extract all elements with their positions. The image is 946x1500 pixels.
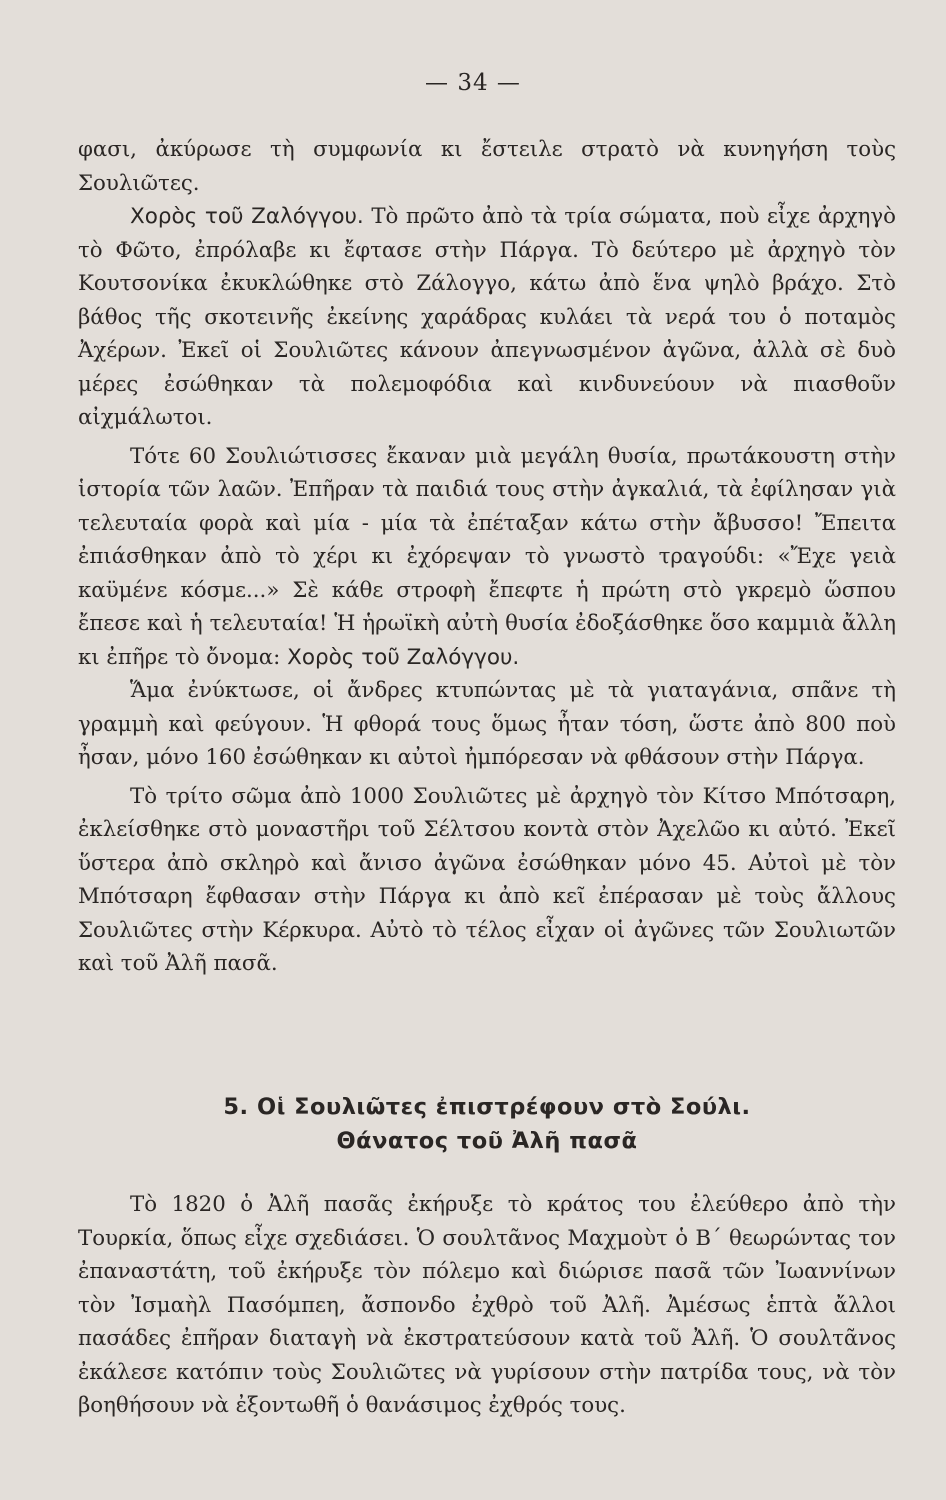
- paragraph-sacrifice: [78, 440, 896, 675]
- paragraph-sacrifice-text: Τότε 60 Σουλιώτισσες ἔκαναν μιὰ μεγάλη θυσία, πρωτάκουστη στὴν ἱστορία τῶν λαῶν. Ἐπῆραν τὰ παιδιά τους στὴν ἀγκαλιά, τὰ ἐφίλησαν γιὰ τελευταία φορὰ καὶ μία - μία τὰ ἐπέταξαν κάτω στὴν ἄβυσσο! Ἔπειτα ἐπιάσθηκαν ἀπὸ τὸ χέρι κι ἐχόρεψαν τὸ γνωστὸ τραγούδι: «Ἔχε γειὰ καϋμένε κόσμε...» Σὲ κάθε στροφὴ ἔπεφτε ἡ πρώτη στὸ γκρεμὸ ὥσπου ἔπεσε καὶ ἡ τελευταία! Ἡ ἡρωϊκὴ αὐτὴ θυσία ἐδοξάσθηκε ὅσο καμμιὰ ἄλλη κι ἐπῆρε τὸ ὄνομα:: [78, 443, 896, 670]
- section-title-line-2: Θάνατος τοῦ Ἀλῆ πασᾶ: [336, 1128, 638, 1154]
- paragraph-zalongo-heading: [78, 200, 896, 435]
- page-number: — 34 —: [425, 70, 521, 96]
- paragraph-continued: φασι, ἀκύρωσε τὴ συμφωνία κι ἔστειλε στρατὸ νὰ κυνηγήση τοὺς Σουλιῶτες.: [78, 137, 896, 196]
- main-text-block: [78, 133, 896, 981]
- inline-heading-choros-end: Χορὸς τοῦ Ζαλόγγου.: [287, 644, 520, 670]
- inline-heading-choros: Χορὸς τοῦ Ζαλόγγου.: [130, 204, 364, 229]
- section-title-line-1: 5. Οἱ Σουλιῶτες ἐπιστρέφουν στὸ Σούλι.: [223, 1094, 751, 1120]
- section-heading: [78, 1090, 896, 1158]
- paragraph-1820: Τὸ 1820 ὁ Ἀλῆ πασᾶς ἐκήρυξε τὸ κράτος του ἐλεύθερο ἀπὸ τὴν Τουρκία, ὅπως εἶχε σχεδιάσει. Ὁ σουλτᾶνος Μαχμοὺτ ὁ Β΄ θεωρώντας τον ἐπαναστάτη, τοῦ ἐκήρυξε τὸν πόλεμο καὶ διώρισε πασᾶ τῶν Ἰωαννίνων τὸν Ἰσμαὴλ Πασόμπεη, ἄσπονδο ἐχθρὸ τοῦ Ἀλῆ. Ἀμέσως ἑπτὰ ἄλλοι πασάδες ἐπῆραν διαταγὴ νὰ ἐκστρατεύσουν κατὰ τοῦ Ἀλῆ. Ὁ σουλτᾶνος ἐκάλεσε κατόπιν τοὺς Σουλιῶτες νὰ γυρίσουν στὴν πατρίδα τους, νὰ τὸν βοηθήσουν νὰ ἐξοντωθῆ ὁ θανάσιμος ἐχθρός τους.: [78, 1192, 896, 1418]
- paragraph-night-escape: Ἅμα ἐνύκτωσε, οἱ ἄνδρες κτυπώντας μὲ τὰ γιαταγάνια, σπᾶνε τὴ γραμμὴ καὶ φεύγουν. Ἡ φθορά τους ὅμως ἦταν τόση, ὥστε ἀπὸ 800 ποὺ ἦσαν, μόνο 160 ἐσώθηκαν κι αὐτοὶ ἠμπόρεσαν νὰ φθάσουν στὴν Πάργα.: [78, 678, 896, 770]
- section-text-block: [78, 1188, 896, 1423]
- paragraph-zalongo-text: Τὸ πρῶτο ἀπὸ τὰ τρία σώματα, ποὺ εἶχε ἀρχηγὸ τὸ Φῶτο, ἐπρόλαβε κι ἔφτασε στὴν Πάργα. Τὸ δεύτερο μὲ ἀρχηγὸ τὸν Κουτσονίκα ἐκυκλώθηκε στὸ Ζάλογγο, κάτω ἀπὸ ἕνα ψηλὸ βράχο. Στὸ βάθος τῆς σκοτεινῆς ἐκείνης χαράδρας κυλάει τὰ νερά του ὁ ποταμὸς Ἀχέρων. Ἐκεῖ οἱ Σουλιῶτες κάνουν ἀπεγνωσμένον ἀγῶνα, ἀλλὰ σὲ δυὸ μέρες ἐσώθηκαν τὰ πολεμοφόδια καὶ κινδυνεύουν νὰ πιασθοῦν αἰχμάλωτοι.: [78, 204, 896, 430]
- paragraph-third-body: Τὸ τρίτο σῶμα ἀπὸ 1000 Σουλιῶτες μὲ ἀρχηγὸ τὸν Κίτσο Μπότσαρη, ἐκλείσθηκε στὸ μοναστῆρι τοῦ Σέλτσου κοντὰ στὸν Ἀχελῶο κι αὐτό. Ἐκεῖ ὕστερα ἀπὸ σκληρὸ καὶ ἄνισο ἀγῶνα ἐσώθηκαν μόνο 45. Αὐτοὶ μὲ τὸν Μπότσαρη ἔφθασαν στὴν Πάργα κι ἀπὸ κεῖ ἐπέρασαν μὲ τοὺς ἄλλους Σουλιῶτες στὴν Κέρκυρα. Αὐτὸ τὸ τέλος εἶχαν οἱ ἀγῶνες τῶν Σουλιωτῶν καὶ τοῦ Ἀλῆ πασᾶ.: [78, 783, 896, 976]
